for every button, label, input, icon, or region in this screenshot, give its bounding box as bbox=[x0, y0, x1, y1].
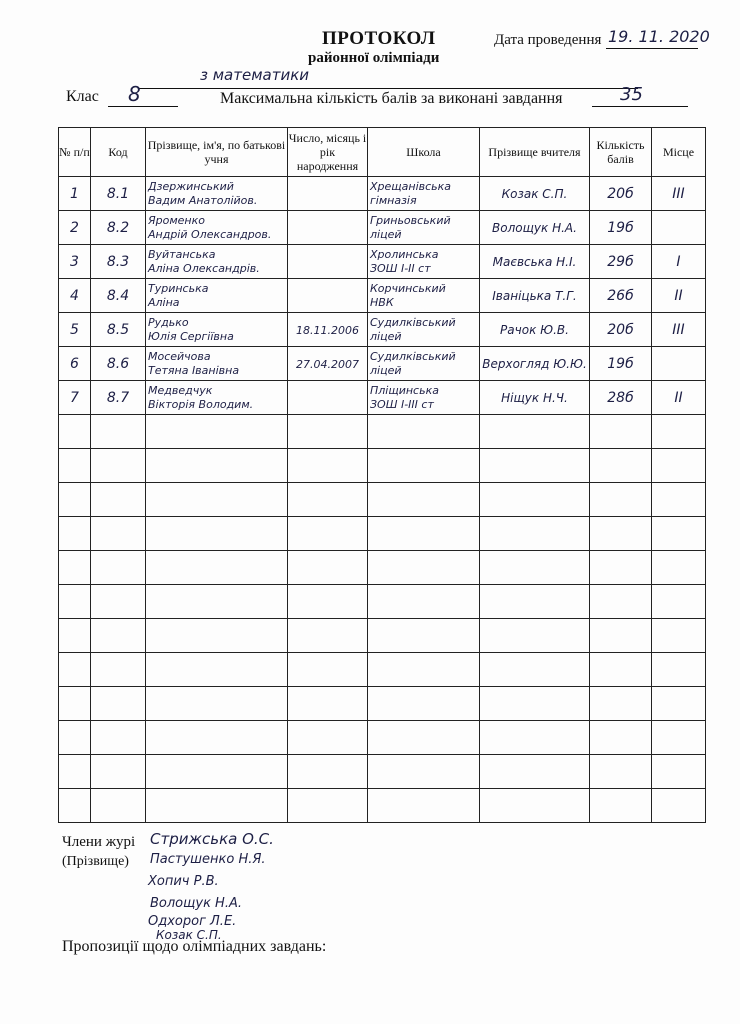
row-number: 6 bbox=[70, 355, 79, 372]
empty-cell bbox=[368, 415, 480, 449]
empty-cell bbox=[288, 653, 368, 687]
class-underline bbox=[108, 88, 178, 107]
empty-cell bbox=[652, 585, 706, 619]
table-row bbox=[59, 347, 706, 381]
document-subtitle: районної олімпіади bbox=[308, 50, 440, 66]
empty-cell bbox=[480, 721, 590, 755]
empty-cell bbox=[590, 551, 652, 585]
jury-member: Козак С.П. bbox=[156, 928, 222, 942]
school-name: Гриньовський bbox=[370, 213, 451, 227]
header-name: Прізвище, ім'я, по батькові учня bbox=[146, 128, 288, 177]
row-number: 3 bbox=[70, 253, 79, 270]
empty-cell bbox=[480, 755, 590, 789]
school-type: ЗОШ І-ІІІ ст bbox=[370, 397, 434, 411]
header-school: Школа bbox=[368, 128, 480, 177]
empty-cell bbox=[368, 687, 480, 721]
empty-cell bbox=[652, 449, 706, 483]
jury-member: Одхорог Л.Е. bbox=[148, 914, 237, 929]
score-value: 29б bbox=[607, 253, 634, 270]
jury-member: Хопич Р.В. bbox=[148, 874, 219, 889]
empty-table-row bbox=[59, 449, 706, 483]
empty-cell bbox=[480, 653, 590, 687]
empty-cell bbox=[652, 755, 706, 789]
student-surname: Туринська bbox=[148, 281, 209, 295]
empty-cell bbox=[368, 653, 480, 687]
score-value: 20б bbox=[607, 185, 634, 202]
empty-cell bbox=[146, 517, 288, 551]
empty-cell bbox=[59, 789, 91, 823]
empty-cell bbox=[59, 585, 91, 619]
empty-cell bbox=[146, 585, 288, 619]
table-header-row bbox=[59, 128, 706, 177]
jury-member: Стрижська О.С. bbox=[150, 830, 274, 848]
place-value: I bbox=[676, 253, 681, 270]
empty-cell bbox=[288, 415, 368, 449]
empty-cell bbox=[368, 551, 480, 585]
row-code: 8.7 bbox=[106, 389, 130, 406]
row-code: 8.1 bbox=[106, 185, 130, 202]
student-given-names: Вікторія Володим. bbox=[148, 397, 254, 411]
place-value: II bbox=[674, 287, 683, 304]
school-name: Пліщинська bbox=[370, 383, 439, 397]
student-given-names: Аліна Олександрів. bbox=[148, 261, 260, 275]
school-type: ліцей bbox=[370, 363, 402, 377]
school-type: НВК bbox=[370, 295, 394, 309]
date-value: 19. 11. 2020 bbox=[608, 27, 710, 46]
jury-sub-label: (Прізвище) bbox=[62, 854, 129, 869]
teacher-name: Верхогляд Ю.Ю. bbox=[482, 356, 587, 371]
empty-cell bbox=[91, 721, 146, 755]
empty-cell bbox=[91, 687, 146, 721]
empty-cell bbox=[368, 619, 480, 653]
empty-cell bbox=[480, 551, 590, 585]
row-code: 8.3 bbox=[106, 253, 130, 270]
empty-cell bbox=[590, 789, 652, 823]
empty-cell bbox=[288, 551, 368, 585]
empty-cell bbox=[146, 721, 288, 755]
empty-cell bbox=[146, 551, 288, 585]
empty-cell bbox=[590, 755, 652, 789]
empty-cell bbox=[146, 687, 288, 721]
empty-table-row bbox=[59, 585, 706, 619]
header-code: Код bbox=[91, 128, 146, 177]
empty-cell bbox=[652, 653, 706, 687]
class-value: 8 bbox=[128, 82, 141, 106]
jury-label: Члени журі bbox=[62, 834, 136, 850]
empty-cell bbox=[368, 721, 480, 755]
empty-cell bbox=[288, 585, 368, 619]
header-dob: Число, місяць і рік народження bbox=[288, 128, 368, 177]
empty-cell bbox=[652, 415, 706, 449]
empty-cell bbox=[91, 415, 146, 449]
document-title: ПРОТОКОЛ bbox=[322, 28, 436, 49]
empty-cell bbox=[146, 483, 288, 517]
student-surname: Яроменко bbox=[148, 213, 205, 227]
teacher-name: Волощук Н.А. bbox=[492, 220, 577, 235]
empty-cell bbox=[288, 483, 368, 517]
empty-cell bbox=[368, 585, 480, 619]
empty-cell bbox=[652, 721, 706, 755]
empty-cell bbox=[480, 619, 590, 653]
score-value: 26б bbox=[607, 287, 634, 304]
row-number: 7 bbox=[70, 389, 79, 406]
empty-cell bbox=[652, 687, 706, 721]
empty-cell bbox=[288, 687, 368, 721]
empty-cell bbox=[652, 551, 706, 585]
empty-cell bbox=[59, 653, 91, 687]
student-given-names: Вадим Анатолійов. bbox=[148, 193, 258, 207]
teacher-name: Ніщук Н.Ч. bbox=[501, 390, 568, 405]
teacher-name: Козак С.П. bbox=[501, 186, 568, 201]
empty-cell bbox=[590, 619, 652, 653]
empty-cell bbox=[652, 789, 706, 823]
row-number: 1 bbox=[70, 185, 79, 202]
empty-cell bbox=[91, 551, 146, 585]
empty-table-row bbox=[59, 619, 706, 653]
empty-cell bbox=[288, 619, 368, 653]
empty-cell bbox=[91, 517, 146, 551]
proposals-label: Пропозиції щодо олімпіадних завдань: bbox=[62, 938, 327, 955]
empty-cell bbox=[91, 449, 146, 483]
header-teacher: Прізвище вчителя bbox=[480, 128, 590, 177]
empty-cell bbox=[480, 415, 590, 449]
class-label: Клас bbox=[66, 88, 99, 105]
student-surname: Рудько bbox=[148, 315, 189, 329]
empty-cell bbox=[59, 483, 91, 517]
score-value: 28б bbox=[607, 389, 634, 406]
score-value: 20б bbox=[607, 321, 634, 338]
subject-value: з математики bbox=[200, 66, 310, 84]
place-value: II bbox=[674, 389, 683, 406]
empty-cell bbox=[91, 619, 146, 653]
teacher-name: Рачок Ю.В. bbox=[500, 322, 569, 337]
row-code: 8.2 bbox=[106, 219, 130, 236]
student-surname: Вуйтанська bbox=[148, 247, 216, 261]
row-code: 8.5 bbox=[106, 321, 130, 338]
empty-cell bbox=[590, 721, 652, 755]
table-row bbox=[59, 279, 706, 313]
empty-cell bbox=[146, 619, 288, 653]
empty-table-row bbox=[59, 653, 706, 687]
empty-table-row bbox=[59, 415, 706, 449]
empty-cell bbox=[590, 415, 652, 449]
empty-cell bbox=[480, 585, 590, 619]
empty-cell bbox=[146, 449, 288, 483]
empty-cell bbox=[480, 449, 590, 483]
empty-cell bbox=[59, 721, 91, 755]
row-number: 4 bbox=[70, 287, 79, 304]
empty-cell bbox=[91, 585, 146, 619]
empty-table-row bbox=[59, 551, 706, 585]
student-given-names: Юлія Сергіївна bbox=[148, 329, 234, 343]
header-place: Місце bbox=[652, 128, 706, 177]
jury-member: Волощук Н.А. bbox=[150, 896, 242, 911]
empty-cell bbox=[91, 653, 146, 687]
empty-cell bbox=[652, 619, 706, 653]
school-type: ліцей bbox=[370, 227, 402, 241]
row-number: 5 bbox=[70, 321, 79, 338]
school-name: Судилківський bbox=[370, 315, 456, 329]
school-name: Хролинська bbox=[370, 247, 439, 261]
empty-cell bbox=[368, 789, 480, 823]
empty-cell bbox=[59, 415, 91, 449]
empty-table-row bbox=[59, 789, 706, 823]
student-given-names: Аліна bbox=[148, 295, 180, 309]
school-type: гімназія bbox=[370, 193, 417, 207]
results-table bbox=[58, 127, 706, 823]
max-score-value: 35 bbox=[620, 84, 643, 105]
header-number: № п/п bbox=[59, 128, 91, 177]
school-name: Судилківський bbox=[370, 349, 456, 363]
empty-cell bbox=[288, 721, 368, 755]
empty-cell bbox=[59, 619, 91, 653]
empty-cell bbox=[652, 483, 706, 517]
empty-cell bbox=[91, 755, 146, 789]
empty-cell bbox=[590, 483, 652, 517]
empty-cell bbox=[480, 687, 590, 721]
empty-cell bbox=[368, 483, 480, 517]
header-score: Кількість балів bbox=[590, 128, 652, 177]
school-type: ліцей bbox=[370, 329, 402, 343]
empty-table-row bbox=[59, 483, 706, 517]
place-value: III bbox=[672, 185, 685, 202]
student-given-names: Андрій Олександров. bbox=[148, 227, 272, 241]
jury-member: Пастушенко Н.Я. bbox=[150, 852, 266, 867]
table-row bbox=[59, 245, 706, 279]
table-row bbox=[59, 211, 706, 245]
empty-table-row bbox=[59, 755, 706, 789]
student-surname: Мосейчова bbox=[148, 349, 211, 363]
table-row bbox=[59, 381, 706, 415]
empty-cell bbox=[480, 483, 590, 517]
table-row bbox=[59, 177, 706, 211]
empty-cell bbox=[288, 517, 368, 551]
empty-cell bbox=[652, 517, 706, 551]
teacher-name: Іваніцька Т.Г. bbox=[492, 288, 577, 303]
empty-cell bbox=[288, 789, 368, 823]
empty-cell bbox=[590, 585, 652, 619]
place-value: III bbox=[672, 321, 685, 338]
row-number: 2 bbox=[70, 219, 79, 236]
school-name: Корчинський bbox=[370, 281, 446, 295]
empty-cell bbox=[590, 653, 652, 687]
teacher-name: Маєвська Н.І. bbox=[492, 254, 577, 269]
empty-table-row bbox=[59, 517, 706, 551]
table-row bbox=[59, 313, 706, 347]
empty-table-row bbox=[59, 687, 706, 721]
empty-cell bbox=[59, 755, 91, 789]
empty-cell bbox=[288, 449, 368, 483]
student-surname: Медведчук bbox=[148, 383, 213, 397]
empty-cell bbox=[91, 789, 146, 823]
empty-cell bbox=[590, 687, 652, 721]
empty-cell bbox=[59, 449, 91, 483]
empty-cell bbox=[590, 449, 652, 483]
school-type: ЗОШ І-ІІ ст bbox=[370, 261, 431, 275]
empty-cell bbox=[480, 517, 590, 551]
empty-cell bbox=[146, 415, 288, 449]
student-surname: Дзержинський bbox=[148, 179, 234, 193]
date-label: Дата проведення bbox=[494, 32, 602, 48]
max-score-label: Максимальна кількість балів за виконані завдання bbox=[220, 90, 563, 107]
empty-cell bbox=[146, 755, 288, 789]
empty-cell bbox=[146, 789, 288, 823]
empty-cell bbox=[480, 789, 590, 823]
empty-table-row bbox=[59, 721, 706, 755]
school-name: Хрещанівська bbox=[370, 179, 452, 193]
birth-date: 18.11.2006 bbox=[296, 323, 359, 337]
student-given-names: Тетяна Іванівна bbox=[148, 363, 240, 377]
empty-cell bbox=[59, 687, 91, 721]
score-value: 19б bbox=[607, 355, 634, 372]
row-code: 8.4 bbox=[106, 287, 130, 304]
empty-cell bbox=[91, 483, 146, 517]
score-value: 19б bbox=[607, 219, 634, 236]
row-code: 8.6 bbox=[106, 355, 130, 372]
empty-cell bbox=[368, 755, 480, 789]
empty-cell bbox=[590, 517, 652, 551]
empty-cell bbox=[59, 517, 91, 551]
empty-cell bbox=[368, 517, 480, 551]
empty-cell bbox=[288, 755, 368, 789]
empty-cell bbox=[368, 449, 480, 483]
empty-cell bbox=[59, 551, 91, 585]
birth-date: 27.04.2007 bbox=[296, 357, 359, 371]
empty-cell bbox=[146, 653, 288, 687]
